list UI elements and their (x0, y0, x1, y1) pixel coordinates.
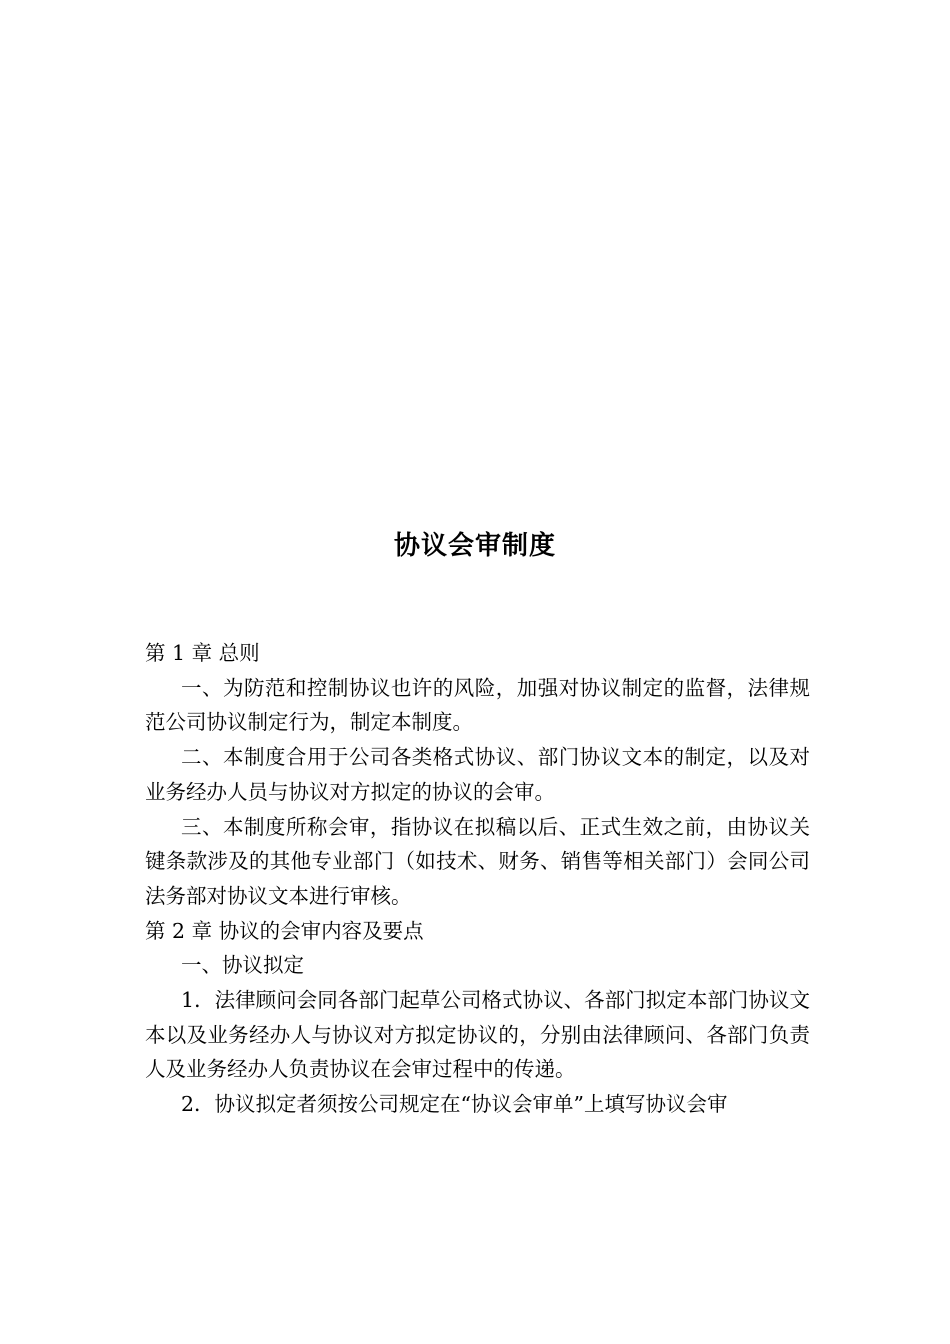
chapter-2-heading: 第 2 章 协议的会审内容及要点 (145, 918, 424, 943)
chapter-1-paragraph-2: 二、本制度合用于公司各类格式协议、部门协议文本的制定，以及对业务经办人员与协议对方拟定的协议的会审。 (145, 745, 810, 804)
chapter-1-paragraph-3: 三、本制度所称会审，指协议在拟稿以后、正式生效之前，由协议关键条款涉及的其他专业部门（如技术、财务、销售等相关部门）会同公司法务部对协议文本进行审核。 (145, 814, 810, 908)
chapter-1-heading: 第 1 章 总则 (145, 641, 260, 665)
chapter-2-item-1: 1．法律顾问会同各部门起草公司格式协议、各部门拟定本部门协议文本以及业务经办人与协议对方拟定协议的，分别由法律顾问、各部门负责人及业务经办人负责协议在会审过程中的传递。 (145, 988, 810, 1082)
document-body (145, 636, 810, 1122)
chapter-2-section-1: 一、协议拟定 (181, 953, 304, 978)
document-title: 协议会审制度 (393, 531, 556, 561)
chapter-2-item-2: 2．协议拟定者须按公司规定在“协议会审单”上填写协议会审 (181, 1092, 728, 1117)
chapter-1-paragraph-1: 一、为防范和控制协议也许的风险，加强对协议制定的监督，法律规范公司协议制定行为，制定本制度。 (145, 675, 810, 735)
